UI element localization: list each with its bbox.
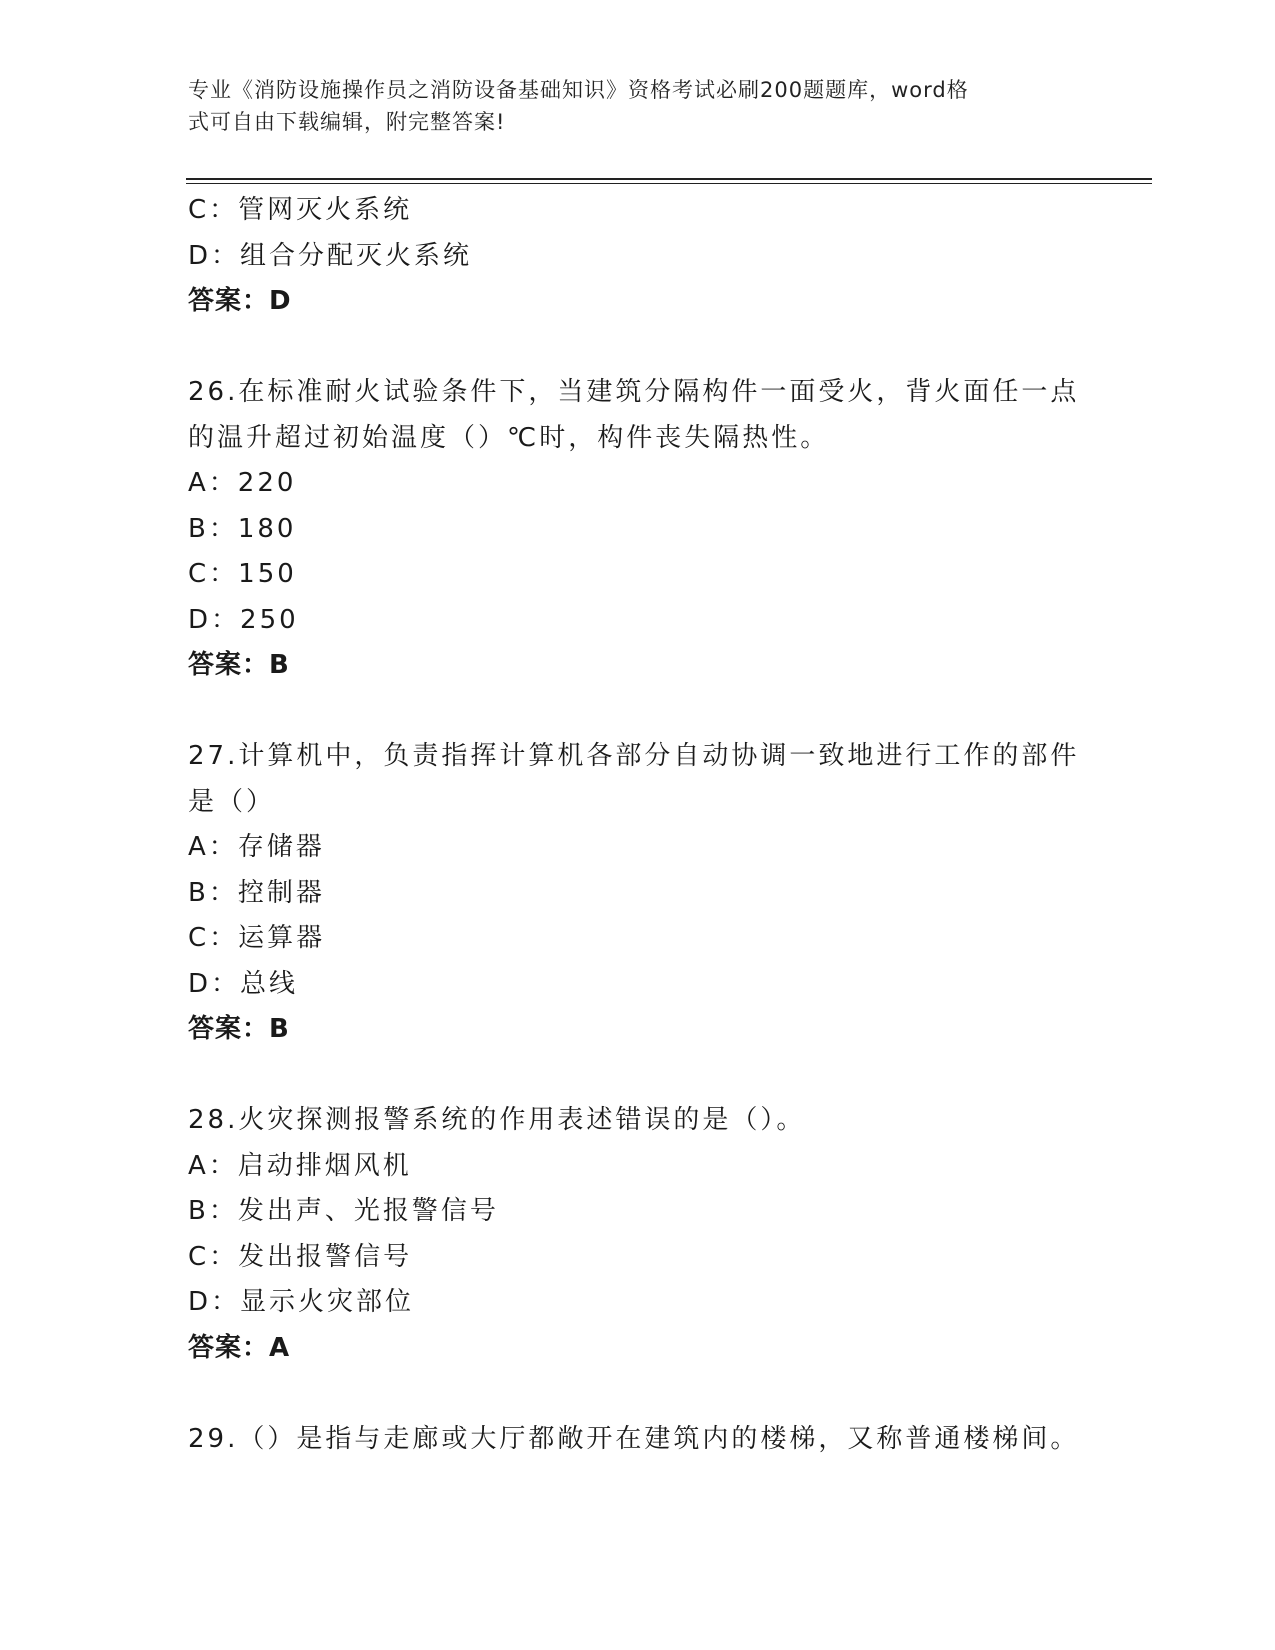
- answer: 答案：A: [188, 1332, 291, 1363]
- document-header: [188, 74, 1068, 138]
- option-c: C：管网灭火系统: [188, 195, 413, 225]
- option-c: C：运算器: [188, 923, 326, 953]
- header-rule-thin: [186, 183, 1152, 184]
- question-stem: 的温升超过初始温度（）℃时，构件丧失隔热性。: [188, 422, 830, 453]
- option-b: B：180: [188, 513, 297, 544]
- option-c: C：150: [188, 559, 297, 589]
- answer: 答案：B: [188, 1014, 290, 1044]
- option-d: D：显示火灾部位: [188, 1287, 415, 1317]
- spacer: [188, 1053, 1088, 1099]
- question-stem: 26.在标准耐火试验条件下，当建筑分隔构件一面受火，背火面任一点: [188, 377, 1080, 407]
- option-b: B：发出声、光报警信号: [188, 1196, 499, 1226]
- option-a: A：220: [188, 468, 297, 498]
- header-line-1: 专业《消防设施操作员之消防设备基础知识》资格考试必刷200题题库，word格: [188, 78, 969, 102]
- header-rule-thick: [186, 178, 1152, 180]
- answer: 答案：B: [188, 650, 290, 680]
- spacer: [188, 689, 1088, 735]
- answer: 答案：D: [188, 286, 292, 316]
- question-29: [188, 1417, 1088, 1463]
- question-stem: 28.火灾探测报警系统的作用表述错误的是（）。: [188, 1105, 806, 1135]
- question-stem: 是（）: [188, 786, 276, 817]
- question-28: [188, 1098, 1088, 1371]
- question-stem: 29.（）是指与走廊或大厅都敞开在建筑内的楼梯，又称普通楼梯间。: [188, 1423, 1080, 1454]
- option-d: D：组合分配灭火系统: [188, 240, 473, 271]
- option-b: B：控制器: [188, 877, 325, 908]
- question-27: [188, 734, 1088, 1053]
- question-stem: 27.计算机中，负责指挥计算机各部分自动协调一致地进行工作的部件: [188, 741, 1080, 771]
- option-c: C：发出报警信号: [188, 1241, 413, 1272]
- option-d: D：250: [188, 604, 299, 635]
- spacer: [188, 325, 1088, 371]
- option-a: A：存储器: [188, 832, 325, 862]
- header-line-2: 式可自由下载编辑，附完整答案!: [188, 110, 506, 134]
- question-content: [188, 188, 1088, 1462]
- spacer: [188, 1371, 1088, 1417]
- option-d: D：总线: [188, 968, 299, 999]
- question-26: [188, 370, 1088, 689]
- question-25-tail: [188, 188, 1088, 325]
- option-a: A：启动排烟风机: [188, 1150, 412, 1181]
